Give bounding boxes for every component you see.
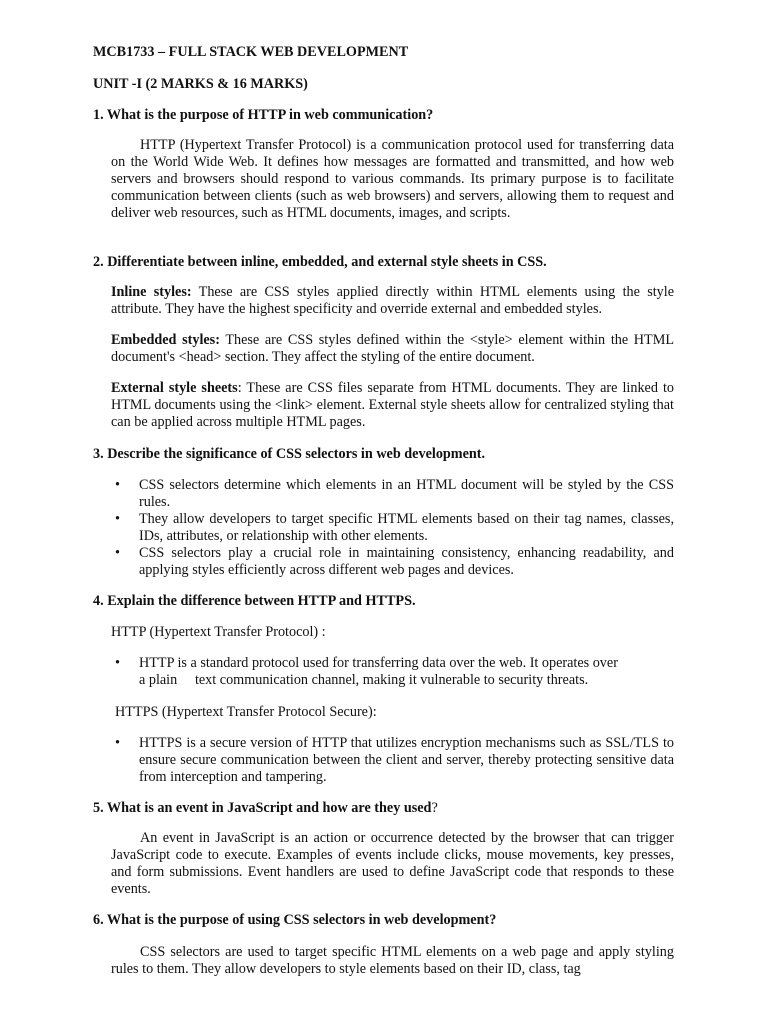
external-styles-paragraph <box>111 380 674 431</box>
list-item <box>111 511 674 545</box>
list-item <box>111 735 674 786</box>
inline-styles-term: Inline styles: <box>111 284 192 300</box>
answer-1: HTTP (Hypertext Transfer Protocol) is a communication protocol used for transferring data on the World Wide Web. It defines how messages are formatted and transmitted, and how web servers and browsers should respond to various commands. Its primary purpose is to facilitate communication between clients (such as web browsers) and servers, allowing them to request and deliver web resources, such as HTML documents, images, and scripts. <box>111 137 674 221</box>
external-styles-text: : These are CSS files separate from HTML documents. They are linked to HTML documents using the <link> element. External style sheets allow for centralized styling that can be applied across multiple HTML pages. <box>111 380 674 430</box>
https-heading: HTTPS (Hypertext Transfer Protocol Secure): <box>115 704 377 720</box>
embedded-styles-paragraph <box>111 332 674 366</box>
question-5-tail: ? <box>431 800 438 816</box>
embedded-styles-text: These are CSS styles defined within the <style> element within the HTML document's <head> section. They affect the styling of the entire document. <box>111 332 675 365</box>
question-5-text: 5. What is an event in JavaScript and how are they used <box>93 800 432 816</box>
bullet-icon: • <box>115 545 120 561</box>
answer-5: An event in JavaScript is an action or occurrence detected by the browser that can trigger JavaScript code to execute. Examples of events include clicks, mouse movements, key presses, and form submissions. Event handlers are used to define JavaScript code that responds to these events. <box>111 830 674 897</box>
question-4: 4. Explain the difference between HTTP and HTTPS. <box>93 593 416 609</box>
inline-styles-text: These are CSS styles applied directly within HTML elements using the style attribute. They have the highest specificity and override external and embedded styles. <box>111 284 674 317</box>
list-item-text: They allow developers to target specific HTML elements based on their tag names, classes, IDs, attributes, or relationship with other elements. <box>139 511 674 544</box>
question-5 <box>93 800 674 817</box>
course-title: MCB1733 – FULL STACK WEB DEVELOPMENT <box>93 44 409 60</box>
list-item-text: CSS selectors play a crucial role in maintaining consistency, enhancing readability, and applying styles efficiently across different web pages and devices. <box>139 545 674 578</box>
external-styles-term: External style sheets <box>111 380 238 396</box>
question-6: 6. What is the purpose of using CSS selectors in web development? <box>93 912 497 928</box>
list-item <box>111 477 674 511</box>
http-heading: HTTP (Hypertext Transfer Protocol) : <box>111 624 326 640</box>
question-2: 2. Differentiate between inline, embedded, and external style sheets in CSS. <box>93 254 547 270</box>
list-item-text: HTTP is a standard protocol used for transferring data over the web. It operates over <box>139 655 618 671</box>
list-item <box>111 545 674 579</box>
bullet-icon: • <box>115 735 120 751</box>
https-bullet-list <box>111 735 674 786</box>
question-1: 1. What is the purpose of HTTP in web communication? <box>93 107 434 123</box>
unit-heading: UNIT -I (2 MARKS & 16 MARKS) <box>93 76 308 92</box>
bullet-icon: • <box>115 477 120 493</box>
selectors-bullet-list <box>111 477 674 579</box>
question-3: 3. Describe the significance of CSS selectors in web development. <box>93 446 486 462</box>
list-item-text: CSS selectors determine which elements in an HTML document will be styled by the CSS rules. <box>139 477 674 510</box>
answer-6: CSS selectors are used to target specific HTML elements on a web page and apply styling rules to them. They allow developers to style elements based on their ID, class, tag <box>111 944 674 977</box>
embedded-styles-term: Embedded styles: <box>111 332 220 348</box>
list-item <box>111 655 674 689</box>
bullet-icon: • <box>115 655 120 671</box>
http-bullet-list <box>111 655 674 689</box>
list-item-text: HTTPS is a secure version of HTTP that utilizes encryption mechanisms such as SSL/TLS to ensure secure communication between the client and server, thereby protecting sensitive data from interception and tampering. <box>139 735 674 785</box>
inline-styles-paragraph <box>111 284 674 318</box>
bullet-icon: • <box>115 511 120 527</box>
list-item-text: a plain text communication channel, making it vulnerable to security threats. <box>139 672 589 688</box>
